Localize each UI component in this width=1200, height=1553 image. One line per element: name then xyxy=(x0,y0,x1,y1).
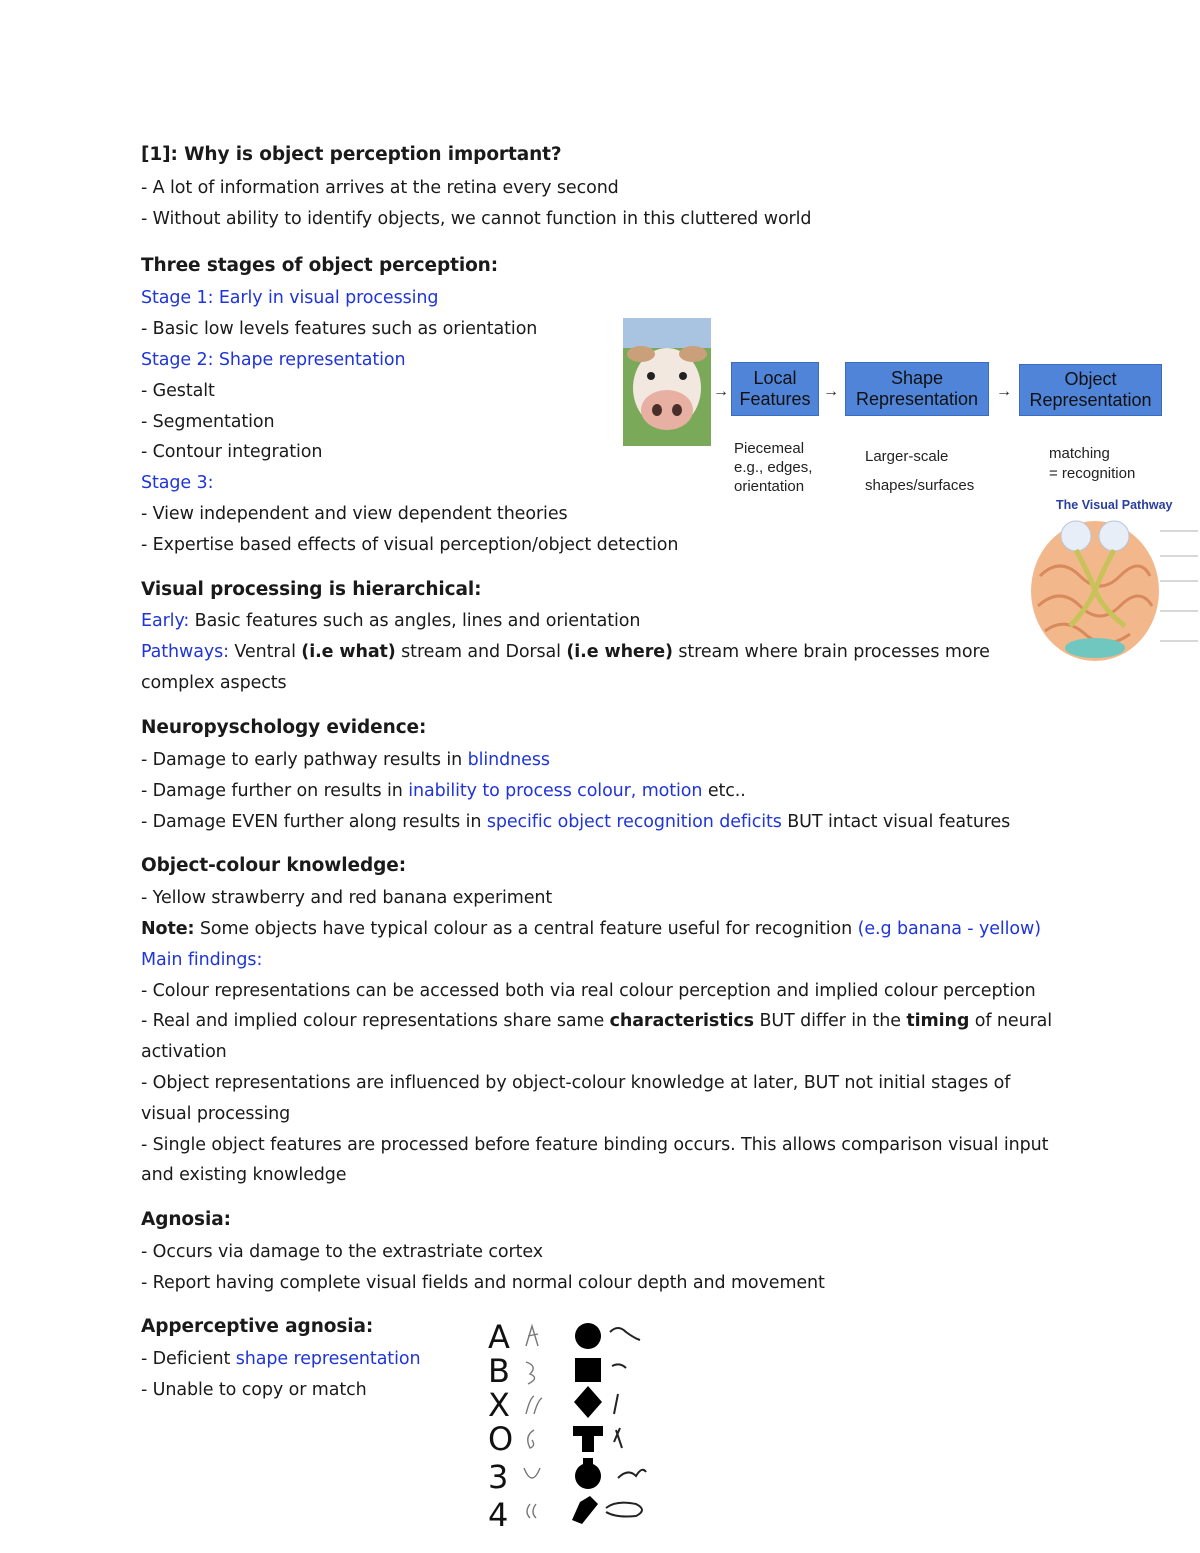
blue-span: blindness xyxy=(467,750,550,770)
glyph-letter: 4 xyxy=(488,1496,509,1534)
caption-local xyxy=(734,439,812,496)
section-heading-agnosia: Agnosia: xyxy=(141,1209,231,1230)
bold-span: (i.e where) xyxy=(566,642,673,662)
pathways-line xyxy=(141,641,990,663)
text-span: BUT differ in the xyxy=(753,1011,907,1031)
text-span: etc.. xyxy=(702,781,746,801)
copy-task-figure xyxy=(486,1318,656,1534)
section-heading-colour: Object-colour knowledge: xyxy=(141,855,407,876)
note-line xyxy=(141,918,1041,940)
section-heading-apperceptive: Apperceptive agnosia: xyxy=(141,1316,374,1337)
section-heading-stages: Three stages of object perception: xyxy=(141,255,499,276)
pathways-label: Pathways: xyxy=(141,642,229,662)
local-features-box: Local Features xyxy=(731,362,819,416)
text-span: Ventral xyxy=(228,642,302,662)
object-representation-box: Object Representation xyxy=(1019,364,1162,416)
text-span: - Deficient xyxy=(141,1349,236,1369)
finding-line: - Colour representations can be accessed both via real colour perception and implied colour perception xyxy=(141,981,1036,1001)
early-line xyxy=(141,610,640,632)
finding-line: - Single object features are processed before feature binding occurs. This allows comparison visual input xyxy=(141,1135,1049,1155)
caption-shape xyxy=(865,442,974,500)
note-label: Note: xyxy=(141,919,195,939)
finding-line: and existing knowledge xyxy=(141,1165,347,1185)
pathways-line2: complex aspects xyxy=(141,673,287,693)
blue-span: shape representation xyxy=(235,1349,421,1369)
caption-line: orientation xyxy=(734,478,805,495)
text-span: - Damage to early pathway results in xyxy=(141,750,468,770)
agnosia-line: - Report having complete visual fields and normal colour depth and movement xyxy=(141,1273,825,1293)
section-heading-hierarchical: Visual processing is hierarchical: xyxy=(141,579,482,600)
text-span: Some objects have typical colour as a central feature useful for recognition xyxy=(194,919,858,939)
blue-span: (e.g banana - yellow) xyxy=(857,919,1041,939)
caption-line: = recognition xyxy=(1049,465,1136,482)
blue-span: inability to process colour, motion xyxy=(408,781,703,801)
text-span: - Real and implied colour representations share same xyxy=(141,1011,610,1031)
stage1-item: - Basic low levels features such as orientation xyxy=(141,319,538,339)
stage3-item: - View independent and view dependent theories xyxy=(141,504,568,524)
caption-object xyxy=(1049,444,1135,484)
apper-line xyxy=(141,1348,420,1370)
glyph-letter: B xyxy=(488,1352,510,1390)
glyph-letter: O xyxy=(488,1420,514,1458)
agnosia-line: - Occurs via damage to the extrastriate cortex xyxy=(141,1242,543,1262)
text-span: - Damage EVEN further along results in xyxy=(141,812,487,832)
finding-line: activation xyxy=(141,1042,227,1062)
text-span: - Damage further on results in xyxy=(141,781,409,801)
bold-span: characteristics xyxy=(609,1011,754,1031)
bullet-retina: - A lot of information arrives at the retina every second xyxy=(141,178,619,198)
neuro-line xyxy=(141,811,1010,833)
text-span: BUT intact visual features xyxy=(781,812,1011,832)
finding-line xyxy=(141,1010,1052,1032)
caption-line: e.g., edges, xyxy=(734,459,813,476)
caption-line: Larger-scale xyxy=(865,448,949,465)
text-span: stream and Dorsal xyxy=(395,642,567,662)
bold-span: (i.e what) xyxy=(301,642,396,662)
section-heading-why: [1]: Why is object perception important? xyxy=(141,144,562,165)
arrow-icon: → xyxy=(996,383,1012,400)
arrow-icon: → xyxy=(713,383,729,400)
neuro-line xyxy=(141,780,746,802)
apper-line: - Unable to copy or match xyxy=(141,1380,367,1400)
caption-line: matching xyxy=(1049,445,1110,462)
stage2-item: - Segmentation xyxy=(141,412,275,432)
stage2-label: Stage 2: Shape representation xyxy=(141,350,406,370)
shape-representation-box: Shape Representation xyxy=(845,362,989,416)
glyph-letter: X xyxy=(488,1386,510,1424)
main-findings-label: Main findings: xyxy=(141,950,263,970)
colour-line: - Yellow strawberry and red banana experiment xyxy=(141,888,553,908)
stage1-label: Stage 1: Early in visual processing xyxy=(141,288,439,308)
bullet-cluttered: - Without ability to identify objects, we cannot function in this cluttered world xyxy=(141,209,812,229)
neuro-line xyxy=(141,749,550,771)
cow-photo xyxy=(623,318,711,446)
blue-span: specific object recognition deficits xyxy=(486,812,782,832)
early-label: Early: xyxy=(141,611,190,631)
visual-pathway-brain-image xyxy=(1030,516,1200,666)
finding-line: - Object representations are influenced by object-colour knowledge at later, BUT not initial stages of xyxy=(141,1073,1011,1093)
text-span: of neural xyxy=(969,1011,1053,1031)
stage3-item: - Expertise based effects of visual perception/object detection xyxy=(141,535,679,555)
arrow-icon: → xyxy=(823,383,839,400)
brain-title: The Visual Pathway xyxy=(1056,498,1173,512)
glyph-letter: 3 xyxy=(488,1458,509,1496)
stage2-item: - Contour integration xyxy=(141,442,323,462)
section-heading-neuro: Neuropyschology evidence: xyxy=(141,717,427,738)
text-span: stream where brain processes more xyxy=(672,642,990,662)
early-text: Basic features such as angles, lines and orientation xyxy=(189,611,641,631)
caption-line: Piecemeal xyxy=(734,440,805,457)
caption-line: shapes/surfaces xyxy=(865,477,975,494)
finding-line: visual processing xyxy=(141,1104,291,1124)
stage2-item: - Gestalt xyxy=(141,381,215,401)
stage3-label: Stage 3: xyxy=(141,473,214,493)
bold-span: timing xyxy=(906,1011,970,1031)
glyph-letter: A xyxy=(488,1318,510,1356)
